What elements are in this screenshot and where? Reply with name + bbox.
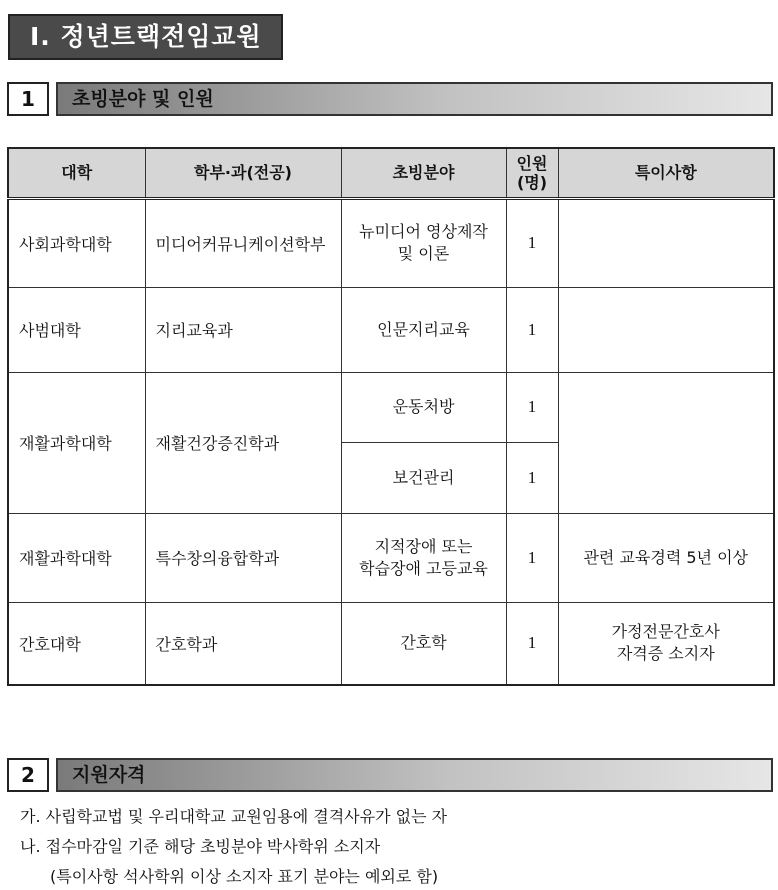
section-2-title: 지원자격	[56, 758, 773, 792]
recruitment-table	[7, 147, 775, 686]
cell-field	[341, 198, 506, 287]
cell-notes	[558, 287, 774, 372]
table-row	[8, 602, 774, 685]
header-count-line2: (명)	[516, 172, 548, 192]
cell-department: 재활건강증진학과	[145, 372, 341, 513]
table-row	[8, 198, 774, 287]
cell-field-line2: 및 이론	[397, 244, 450, 263]
cell-college: 사회과학대학	[8, 198, 145, 287]
page-title: Ⅰ. 정년트랙전임교원	[8, 14, 283, 60]
cell-college: 재활과학대학	[8, 513, 145, 602]
cell-department: 지리교육과	[145, 287, 341, 372]
header-notes: 특이사항	[558, 148, 774, 198]
cell-field-line2: 학습장애 고등교육	[359, 558, 488, 578]
cell-college: 재활과학대학	[8, 372, 145, 513]
header-college: 대학	[8, 148, 145, 198]
cell-notes	[558, 602, 774, 685]
cell-department: 미디어커뮤니케이션학부	[145, 198, 341, 287]
cell-department: 간호학과	[145, 602, 341, 685]
table-row	[8, 372, 774, 442]
header-count	[506, 148, 558, 198]
cell-count: 1	[506, 513, 558, 602]
cell-field: 운동처방	[341, 372, 506, 442]
cell-count: 1	[506, 602, 558, 685]
cell-count: 1	[506, 442, 558, 513]
cell-field: 간호학	[341, 602, 506, 685]
cell-field-line1: 지적장애 또는	[374, 536, 473, 556]
eligibility-item-1: 가. 사립학교법 및 우리대학교 교원임용에 결격사유가 없는 자	[20, 807, 448, 826]
cell-notes	[558, 372, 774, 513]
cell-notes	[558, 198, 774, 287]
header-count-line1: 인원	[516, 153, 548, 173]
cell-college: 사범대학	[8, 287, 145, 372]
section-1-number: 1	[7, 82, 49, 116]
cell-count: 1	[506, 198, 558, 287]
eligibility-note: (특이사항 석사학위 이상 소지자 표기 분야는 예외로 함)	[50, 867, 439, 886]
header-department: 학부·과(전공)	[145, 148, 341, 198]
cell-count: 1	[506, 372, 558, 442]
section-2-header	[7, 758, 773, 792]
table-row	[8, 513, 774, 602]
section-1-title: 초빙분야 및 인원	[56, 82, 773, 116]
table-row	[8, 287, 774, 372]
cell-notes-line1: 가정전문간호사	[611, 622, 720, 642]
cell-field: 보건관리	[341, 442, 506, 513]
section-1-header	[7, 82, 773, 116]
cell-count: 1	[506, 287, 558, 372]
eligibility-item-2: 나. 접수마감일 기준 해당 초빙분야 박사학위 소지자	[20, 837, 381, 856]
cell-department: 특수창의융합학과	[145, 513, 341, 602]
cell-notes-line2: 자격증 소지자	[616, 644, 715, 664]
cell-field	[341, 513, 506, 602]
cell-college: 간호대학	[8, 602, 145, 685]
section-2-number: 2	[7, 758, 49, 792]
table-header-row	[8, 148, 774, 198]
cell-field-line1: 뉴미디어 영상제작	[359, 222, 488, 241]
cell-field: 인문지리교육	[341, 287, 506, 372]
header-field: 초빙분야	[341, 148, 506, 198]
cell-notes: 관련 교육경력 5년 이상	[558, 513, 774, 602]
